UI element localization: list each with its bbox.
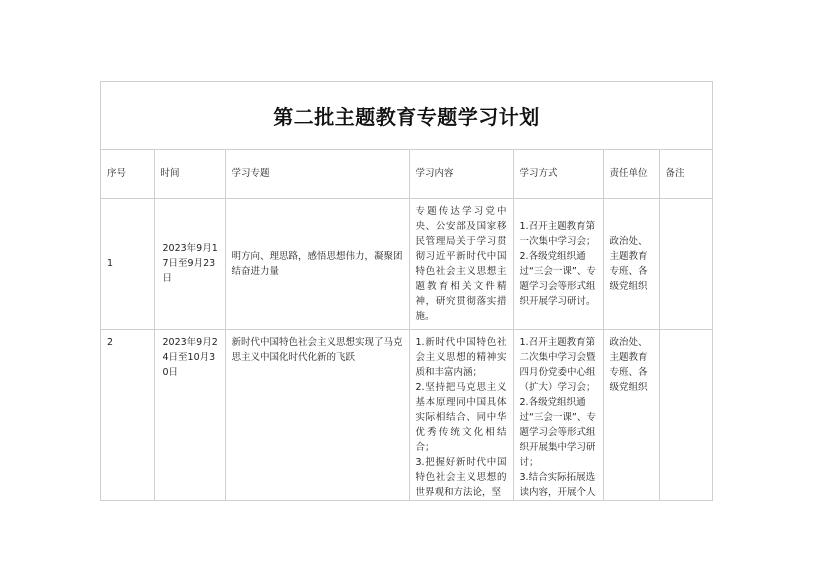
header-method: 学习方式 <box>513 150 603 198</box>
cell-content: 1.新时代中国特色社会主义思想的精神实质和丰富内涵； 2.坚持把马克思主义基本原理同中国具体实际相结合、同中华优秀传统文化相结合； 3.把握好新时代中国特色社会主义思想的世界观和方法论，坚 <box>409 329 513 501</box>
table-row <box>101 198 713 329</box>
header-topic: 学习专题 <box>225 150 409 198</box>
header-content: 学习内容 <box>409 150 513 198</box>
cell-time: 2023年9月17日至9月23日 <box>154 198 225 329</box>
cell-no: 2 <box>101 329 154 501</box>
table-header-row <box>101 150 713 198</box>
study-plan-sheet <box>100 81 713 501</box>
cell-no: 1 <box>101 198 154 329</box>
cell-note <box>659 198 713 329</box>
cell-content: 专题传达学习党中央、公安部及国家移民管理局关于学习贯彻习近平新时代中国特色社会主义思想主题教育相关文件精神，研究贯彻落实措施。 <box>409 198 513 329</box>
cell-time: 2023年9月24日至10月30日 <box>154 329 225 501</box>
header-no: 序号 <box>101 150 154 198</box>
header-time: 时间 <box>154 150 225 198</box>
header-unit: 责任单位 <box>603 150 659 198</box>
cell-topic: 新时代中国特色社会主义思想实现了马克思主义中国化时代化新的飞跃 <box>225 329 409 501</box>
cell-method: 1.召开主题教育第二次集中学习会暨四月份党委中心组（扩大）学习会； 2.各级党组织通过“三会一课”、专题学习会等形式组织开展集中学习研讨； 3.结合实际拓展选读内容，开展个人 <box>513 329 603 501</box>
cell-note <box>659 329 713 501</box>
document-title: 第二批主题教育专题学习计划 <box>101 82 712 150</box>
study-plan-table <box>101 150 713 501</box>
cell-unit: 政治处、主题教育专班、各级党组织 <box>603 329 659 501</box>
cell-unit: 政治处、主题教育专班、各级党组织 <box>603 198 659 329</box>
cell-topic: 明方向、理思路，感悟思想伟力，凝聚团结奋进力量 <box>225 198 409 329</box>
cell-method: 1.召开主题教育第一次集中学习会； 2.各级党组织通过“三会一课”、专题学习会等形式组织开展学习研讨。 <box>513 198 603 329</box>
table-row <box>101 329 713 501</box>
header-note: 备注 <box>659 150 713 198</box>
